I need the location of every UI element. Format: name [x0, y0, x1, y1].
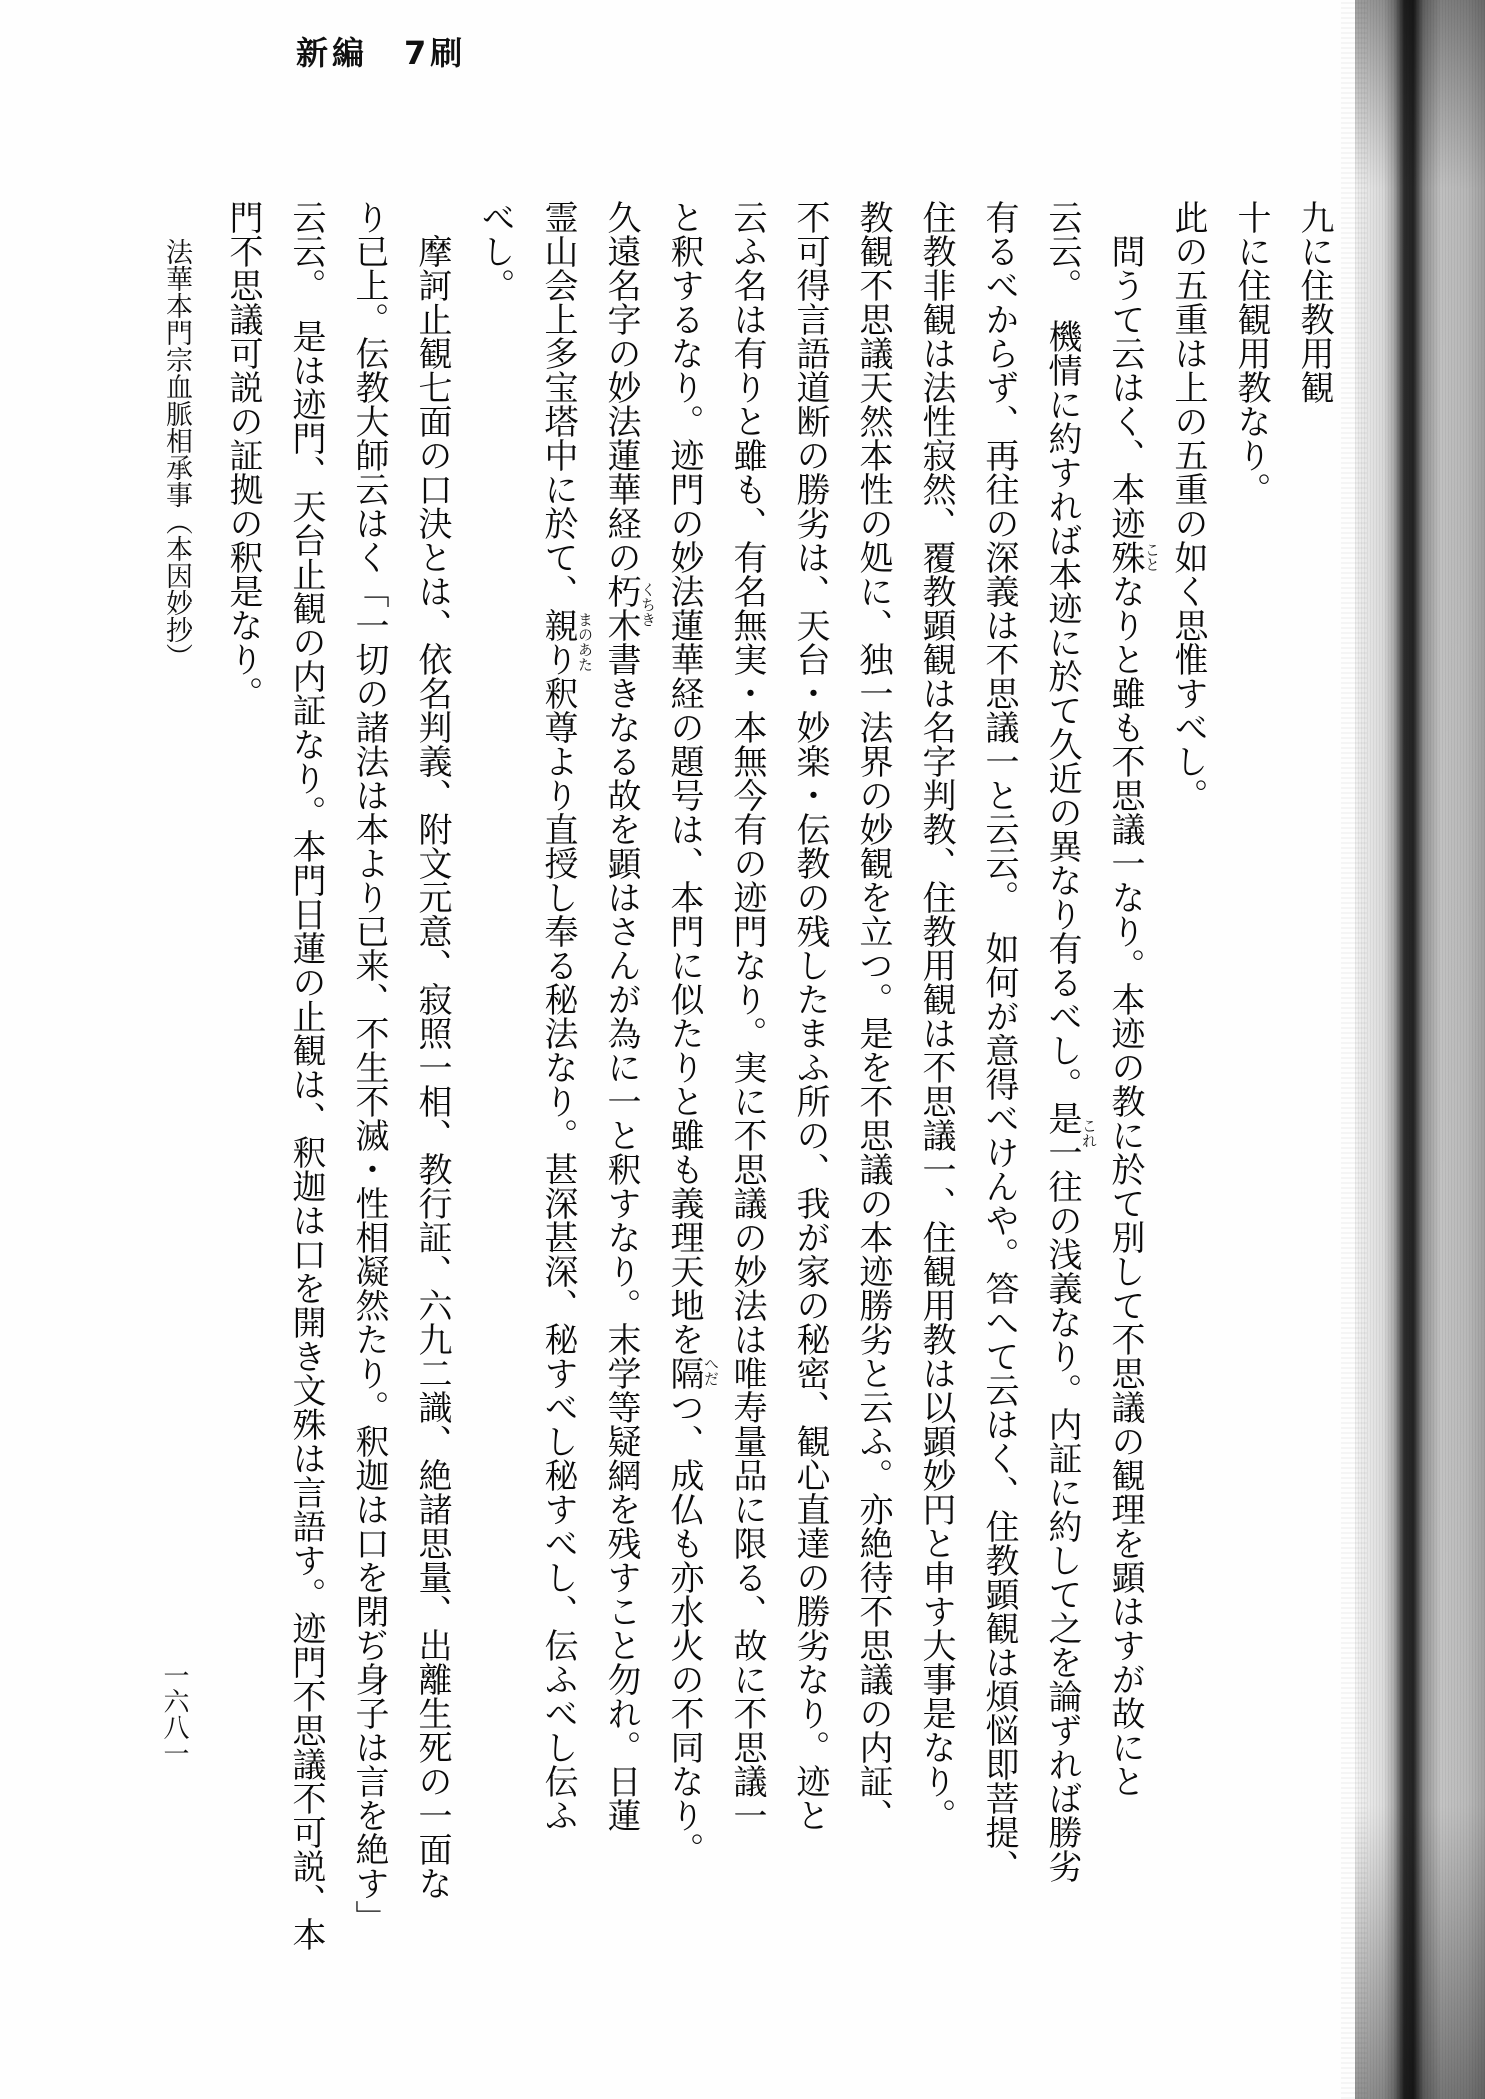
binding-shadow — [1355, 0, 1485, 2099]
text-column: 不可得言語道断の勝劣は、天台・妙楽・伝教の残したまふ所の、我が家の秘密、観心直達の勝劣なり。迹と — [790, 200, 830, 1832]
text-column: 十に住観用教なり。 — [1231, 200, 1271, 506]
furigana-heda: へだ — [702, 1356, 720, 1386]
text-column: 門不思議可説の証拠の釈是なり。 — [223, 200, 263, 710]
text-column: り已上。伝教大師云はく「一切の諸法は本より已来、不生不滅・性相凝然たり。釈迦は口を閉ぢ身子は言を絶す」 — [349, 200, 389, 1934]
text-column: 教観不思議天然本性の処に、独一法界の妙観を立つ。是を不思議の本迹勝劣と云ふ。亦絶待不思議の内証、 — [853, 200, 893, 1832]
text-column: 九に住教用観 — [1294, 200, 1334, 404]
main-text — [211, 200, 1345, 2000]
text-column: 云ふ名は有りと雖も、有名無実・本無今有の迹門なり。実に不思議の妙法は唯寿量品に限る、故に不思議一 — [727, 200, 767, 1832]
text-column: 摩訶止観七面の口決とは、依名判義、附文元意、寂照一相、教行証、六九二識、絶諸思量、出離生死の一面な — [412, 200, 452, 1900]
running-title: 法華本門宗血脈相承事（本因妙抄） — [161, 238, 192, 670]
text-column: 住教非観は法性寂然、覆教顕観は名字判教、住教用観は不思議一、住観用教は以顕妙円と申す大事是なり。 — [916, 200, 956, 1832]
text-column: 問うて云はく、本迹殊なりと雖も不思議一なり。本迹の教に於て別して不思議の観理を顕はすが故にと — [1105, 200, 1145, 1798]
text-column: 久遠名字の妙法蓮華経の朽木書きなる故を顕はさんが為に一と釈すなり。末学等疑網を残すこと勿れ。日蓮 — [601, 200, 641, 1832]
text-column: 此の五重は上の五重の如く思惟すべし。 — [1168, 200, 1208, 812]
edition-header: 新編 7刷 — [296, 34, 467, 72]
text-column: 云云。 是は迹門、天台止観の内証なり。本門日蓮の止観は、釈迦は口を開き文殊は言語す。迹門不思議不可説、本 — [286, 200, 326, 1951]
text-column: べし。 — [475, 200, 515, 302]
furigana-kore: これ — [1080, 1118, 1098, 1148]
furigana-kuchiki: くちき — [639, 582, 657, 627]
text-column: 霊山会上多宝塔中に於て、親り釈尊より直授し奉る秘法なり。甚深甚深、秘すべし秘すべし、伝ふべし伝ふ — [538, 200, 578, 1832]
furigana-manoatari: まのあた — [576, 612, 594, 672]
text-column: 云云。 機情に約すれば本迹に於て久近の異なり有るべし。是一往の浅義なり。内証に約して之を論ずれば勝劣 — [1042, 200, 1082, 1883]
furigana-koto: こと — [1143, 542, 1161, 572]
text-column: 有るべからず、再往の深義は不思議一と云云。 如何が意得べけんや。答へて云はく、住教顕観は煩悩即菩提、 — [979, 200, 1019, 1883]
page-number: 一六八一 — [159, 1662, 189, 1766]
text-column: と釈するなり。迹門の妙法蓮華経の題号は、本門に似たりと雖も義理天地を隔つ、成仏も亦水火の不同なり。 — [664, 200, 704, 1866]
